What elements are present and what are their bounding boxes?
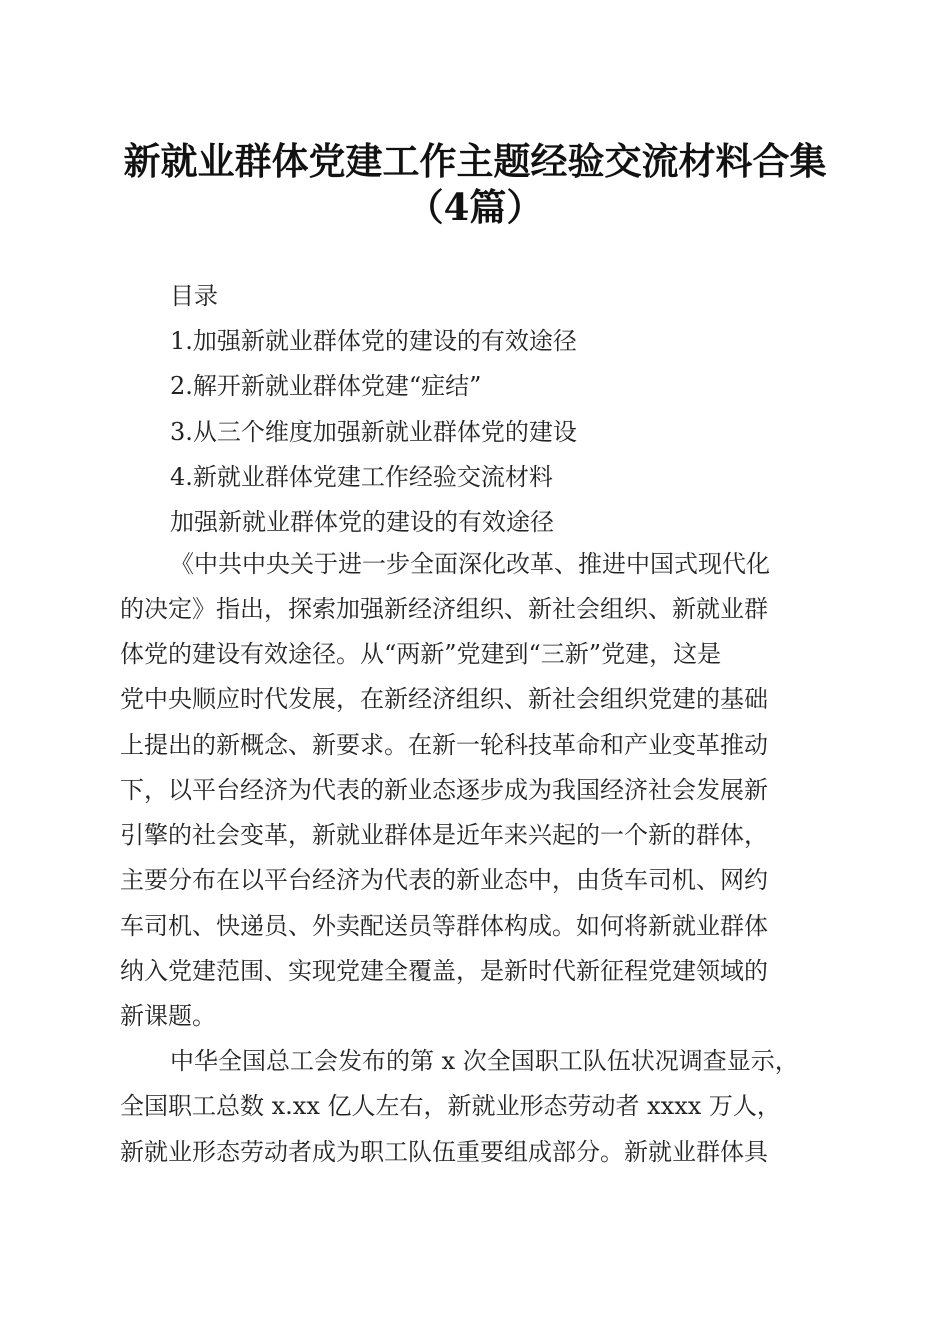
paragraph-1-line-2: 的决定》指出，探索加强新经济组织、新社会组织、新就业群 <box>120 595 768 623</box>
toc-heading: 目录 <box>170 282 218 310</box>
paragraph-2-line-2: 全国职工总数 x.xx 亿人左右，新就业形态劳动者 xxxx 万人， <box>120 1092 781 1120</box>
paragraph-1-line-6: 下，以平台经济为代表的新业态逐步成为我国经济社会发展新 <box>120 776 768 804</box>
toc-item-4: 4.新就业群体党建工作经验交流材料 <box>170 463 553 491</box>
paragraph-2-line-1: 中华全国总工会发布的第 x 次全国职工队伍状况调查显示， <box>170 1047 799 1075</box>
paragraph-2-line-3: 新就业形态劳动者成为职工队伍重要组成部分。新就业群体具 <box>120 1138 768 1166</box>
toc-item-2: 2.解开新就业群体党建“症结” <box>170 372 482 400</box>
paragraph-1-line-8: 主要分布在以平台经济为代表的新业态中，由货车司机、网约 <box>120 866 768 894</box>
paragraph-1-line-4: 党中央顺应时代发展，在新经济组织、新社会组织党建的基础 <box>120 685 768 713</box>
paragraph-1-line-5: 上提出的新概念、新要求。在新一轮科技革命和产业变革推动 <box>120 731 768 759</box>
paragraph-1-line-1: 《中共中央关于进一步全面深化改革、推进中国式现代化 <box>170 550 770 578</box>
paragraph-1-line-11: 新课题。 <box>120 1002 216 1030</box>
paragraph-1-line-10: 纳入党建范围、实现党建全覆盖，是新时代新征程党建领域的 <box>120 957 768 985</box>
section-title: 加强新就业群体党的建设的有效途径 <box>170 508 554 536</box>
document-title: 新就业群体党建工作主题经验交流材料合集 <box>123 139 827 183</box>
paragraph-1-line-9: 车司机、快递员、外卖配送员等群体构成。如何将新就业群体 <box>120 912 768 940</box>
toc-item-1: 1.加强新就业群体党的建设的有效途径 <box>170 327 577 355</box>
paragraph-1-line-7: 引擎的社会变革，新就业群体是近年来兴起的一个新的群体， <box>120 821 768 849</box>
toc-item-3: 3.从三个维度加强新就业群体党的建设 <box>170 418 577 446</box>
document-title-count: （4篇） <box>406 185 544 229</box>
paragraph-1-line-3: 体党的建设有效途径。从“两新”党建到“三新”党建，这是 <box>120 640 722 668</box>
